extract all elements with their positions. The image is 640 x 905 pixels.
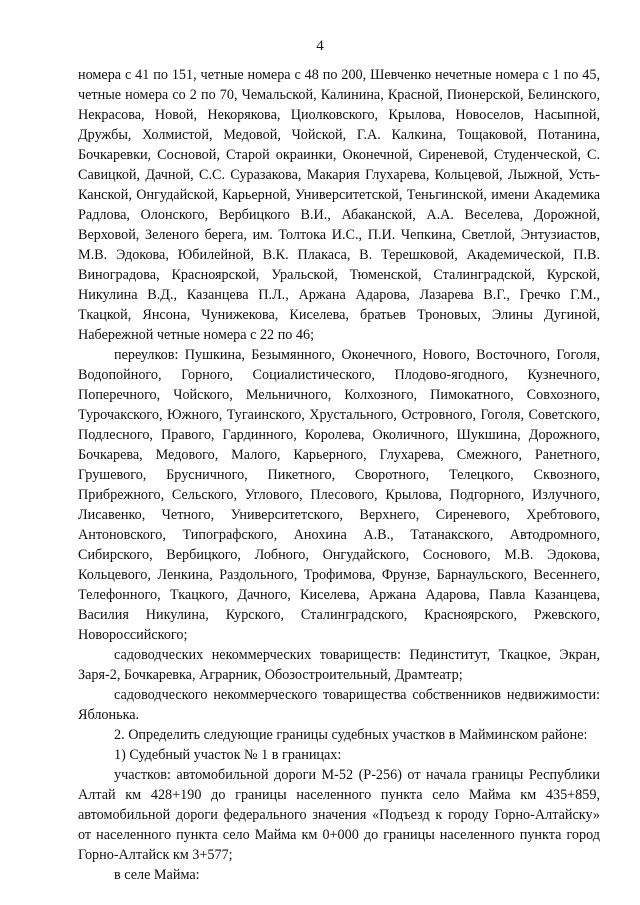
paragraph-court-district-1: 1) Судебный участок № 1 в границах:: [114, 747, 342, 763]
paragraph-section-2: 2. Определить следующие границы судебных участков в Майминском районе:: [114, 727, 588, 743]
paragraph-garden-partnership-owners: садоводческого некоммерческого товарищества собственников недвижимости: Яблонька.: [78, 687, 600, 723]
paragraph-lanes: переулков: Пушкина, Безымянного, Оконечного, Нового, Восточного, Гоголя, Водопойного, Горного, Социалистического, Плодово-ягодного, Кузнечного, Поперечного, Чойского, Мельничного, Колхозного, Пимокатного, Совхозного, Турочакского, Южного, Тугаинского, Хрустального, Островного, Гоголя, Советского, Подлесного, Правого, Гардинного, Королева, Околичного, Шукшина, Дорожного, Бочкарева, Медового, Малого, Карьерного, Глухарева, Смежного, Ранетного, Грушевого, Брусничного, Пикетного, Своротного, Телецкого, Сквозного, Прибрежного, Сельского, Углового, Плесового, Крылова, Подгорного, Излучного, Лисавенко, Четного, Университетского, Верхнего, Сиреневого, Хребтового, Антоновского, Типографского, Анохина А.В., Татанакского, Автодромного, Сибирского, Вербицкого, Лобного, Онгудайского, Соснового, М.В. Эдокова, Кольцевого, Ленкина, Раздольного, Трофимова, Фрунзе, Барнаульского, Весеннего, Телефонного, Ткацкого, Дачного, Киселева, Аржана Адарова, Павла Казанцева, Василия Никулина, Курского, Сталинградского, Красноярского, Ржевского, Новороссийского;: [78, 347, 600, 643]
paragraph-in-village-mayma: в селе Майма:: [114, 867, 200, 883]
paragraph-road-sections: участков: автомобильной дороги М-52 (Р-256) от начала границы Республики Алтай км 428+190 до границы населенного пункта село Майма км 435+859, автомобильной дороги федерального значения «Подъезд к городу Горно-Алтайску» от населенного пункта село Майма км 0+000 до границы населенного пункта город Горно-Алтайск км 3+577;: [78, 767, 600, 863]
paragraph-garden-partnerships: садоводческих некоммерческих товариществ: Пединститут, Ткацкое, Экран, Заря-2, Бочкаревка, Аграрник, Обозостроительный, Драмтеатр;: [78, 647, 600, 683]
page-number: 4: [316, 38, 324, 54]
paragraph-streets-continued: номера с 41 по 151, четные номера с 48 по 200, Шевченко нечетные номера с 1 по 45, четные номера со 2 по 70, Чемальской, Калинина, Красной, Пионерской, Белинского, Некрасова, Новой, Некорякова, Циолковского, Крылова, Новоселов, Насыпной, Дружбы, Холмистой, Медовой, Чойской, Г.А. Калкина, Тощаковой, Потанина, Бочкаревки, Сосновой, Старой окраинки, Оконечной, Сиреневой, Студенческой, С. Савицкой, Дачной, С.С. Суразакова, Макария Глухарева, Кольцевой, Лыжной, Усть-Канской, Онгудайской, Карьерной, Университетской, Теньгинской, имени Академика Радлова, Олонского, Вербицкого В.И., Абаканской, А.А. Веселева, Дорожной, Верховой, Зеленого берега, им. Толтока И.С., П.И. Чепкина, Светлой, Энтузиастов, М.В. Эдокова, Юбилейной, В.К. Плакаса, В. Терешковой, Академической, П.В. Виноградова, Красноярской, Уральской, Тюменской, Сталинградской, Курской, Никулина В.Д., Казанцева П.Л., Аржана Адарова, Лазарева В.Г., Гречко Г.М., Ткацкой, Янсона, Чунижекова, Киселева, братьев Троновых, Элины Дугиной, Набережной четные номера с 22 по 46;: [78, 67, 600, 343]
document-body: [78, 65, 600, 885]
